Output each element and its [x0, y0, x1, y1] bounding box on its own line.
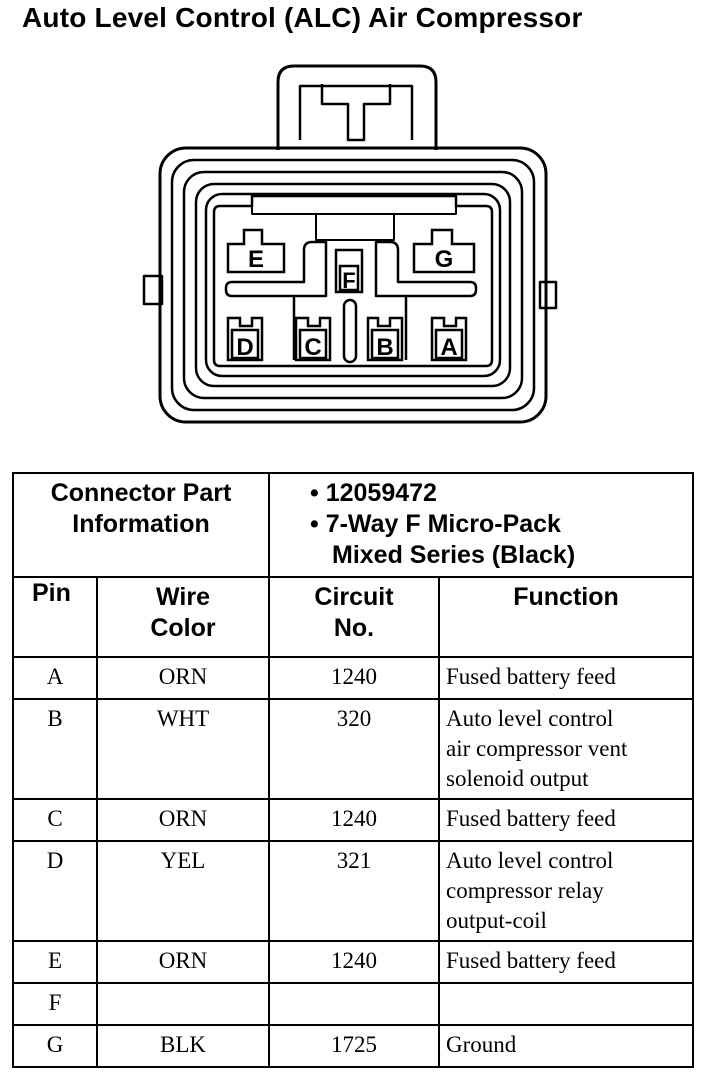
- pin-cell: B: [13, 699, 97, 799]
- terminal-label-e: E: [247, 246, 265, 273]
- function-line: Auto level control: [446, 848, 614, 873]
- circuit-cell: 320: [269, 699, 439, 799]
- connector-info-row: [13, 473, 693, 577]
- wire-color-cell: WHT: [97, 699, 269, 799]
- pin-cell: C: [13, 799, 97, 841]
- connector-info-label: Connector Part Information: [13, 473, 269, 577]
- function-cell: [439, 799, 693, 841]
- wire-color-cell: ORN: [97, 657, 269, 699]
- function-line: compressor relay: [446, 878, 604, 903]
- circuit-cell: [269, 983, 439, 1025]
- column-header-row: [13, 577, 693, 657]
- wire-color-cell: ORN: [97, 941, 269, 983]
- column-header-circuit: Circuit No.: [269, 577, 439, 657]
- wire-color-cell: YEL: [97, 841, 269, 941]
- terminal-label-g: G: [434, 246, 454, 273]
- function-line: Fused battery feed: [446, 806, 616, 831]
- function-cell: [439, 841, 693, 941]
- terminal-label-c: C: [304, 334, 322, 361]
- function-cell: [439, 1025, 693, 1067]
- table-row: [13, 1025, 693, 1067]
- wire-color-cell: [97, 983, 269, 1025]
- part-number: • 12059472: [310, 479, 437, 507]
- pin-cell: E: [13, 941, 97, 983]
- terminal-label-f: F: [342, 268, 356, 293]
- pin-cell: G: [13, 1025, 97, 1067]
- wire-color-cell: ORN: [97, 799, 269, 841]
- function-line: Fused battery feed: [446, 664, 616, 689]
- circuit-cell: 1240: [269, 657, 439, 699]
- function-line: Ground: [446, 1032, 517, 1057]
- connector-description: • 7-Way F Micro-Pack: [310, 510, 561, 538]
- connector-info-value: • 12059472 • 7-Way F Micro-Pack Mixed Series (Black): [269, 473, 693, 577]
- wire-color-cell: BLK: [97, 1025, 269, 1067]
- function-line: output-coil: [446, 908, 547, 933]
- connector-diagram: [0, 0, 704, 470]
- pin-cell: F: [13, 983, 97, 1025]
- table-row: [13, 841, 693, 941]
- function-cell: [439, 699, 693, 799]
- pinout-table: [12, 472, 694, 1068]
- column-header-function: Function: [439, 577, 693, 657]
- function-line: Fused battery feed: [446, 948, 616, 973]
- function-cell: [439, 657, 693, 699]
- terminal-label-d: D: [236, 334, 254, 361]
- terminal-label-b: B: [376, 334, 394, 361]
- circuit-cell: 1240: [269, 799, 439, 841]
- pin-cell: D: [13, 841, 97, 941]
- pin-cell: A: [13, 657, 97, 699]
- function-line: air compressor vent: [446, 736, 628, 761]
- circuit-cell: 1725: [269, 1025, 439, 1067]
- table-row: [13, 983, 693, 1025]
- table-row: [13, 657, 693, 699]
- function-cell: [439, 983, 693, 1025]
- circuit-cell: 321: [269, 841, 439, 941]
- circuit-cell: 1240: [269, 941, 439, 983]
- table-row: [13, 699, 693, 799]
- column-header-pin: Pin: [13, 577, 97, 657]
- function-line: solenoid output: [446, 766, 589, 791]
- function-cell: [439, 941, 693, 983]
- function-line: Auto level control: [446, 706, 614, 731]
- column-header-wire-color: Wire Color: [97, 577, 269, 657]
- table-row: [13, 799, 693, 841]
- table-row: [13, 941, 693, 983]
- terminal-label-a: A: [440, 334, 458, 361]
- page-title: Auto Level Control (ALC) Air Compressor: [22, 2, 583, 33]
- connector-side-tab-right: [540, 282, 556, 308]
